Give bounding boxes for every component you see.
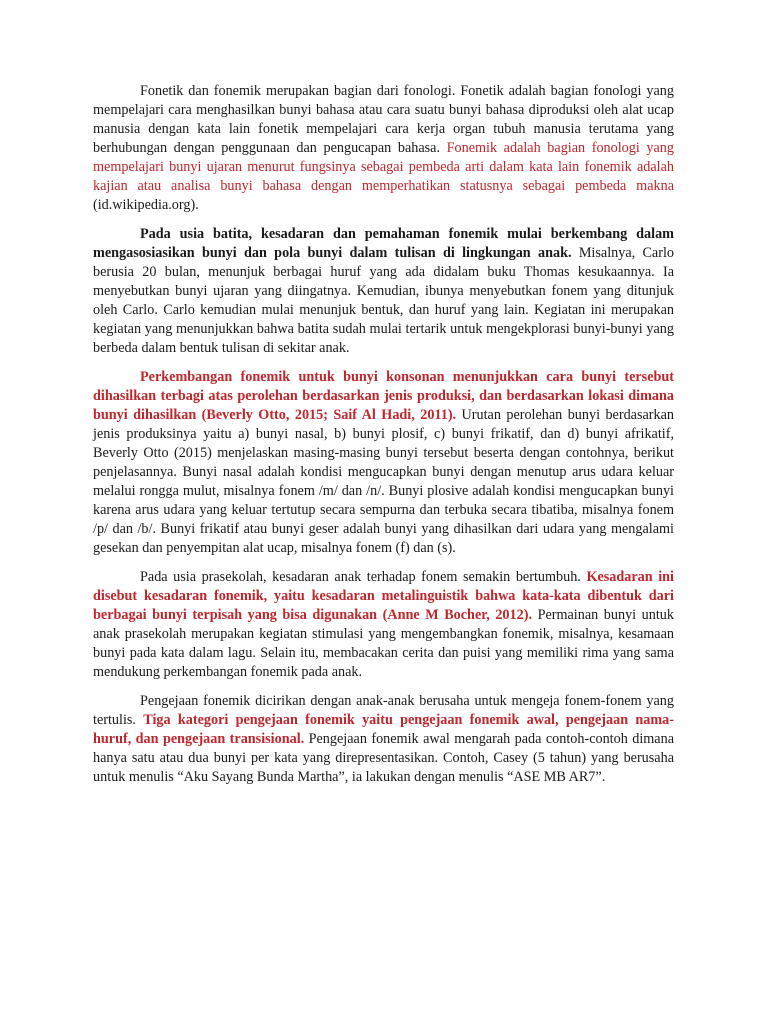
highlight-red-text: Fonemik adalah bagian fonologi yang mempelajari bunyi ujaran menurut fungsinya sebagai pembeda arti dalam kata lain fonemik adalah kajian atau analisa bunyi bahasa dengan memperhatikan statusnya sebagai pembeda makna [93,140,674,194]
text-span: Pengejaan fonemik dicirikan dengan anak-anak berusaha untuk mengeja fonem-fonem yang tertulis. [93,693,674,728]
text-span: Pada usia prasekolah, kesadaran anak terhadap fonem semakin bertumbuh. [140,569,587,585]
highlight-red-bold-text: Kesadaran ini disebut kesadaran fonemik, yaitu kesadaran metalinguistik bahwa kata-kata dibentuk dari berbagai bunyi terpisah yang bisa digunakan (Anne M Bocher, 2012). [93,569,674,623]
highlight-red-bold-text: Perkembangan fonemik untuk bunyi konsonan menunjukkan cara bunyi tersebut dihasilkan terbagi atas perolehan berdasarkan jenis produksi, dan berdasarkan lokasi dimana bunyi dihasilkan (Beverly Otto, 2015; Saif Al Hadi, 2011). [93,369,674,423]
paragraph-pengejaan-fonemik [93,692,674,787]
paragraph-perkembangan-fonemik [93,368,674,558]
paragraph-fonetik-fonemik [93,82,674,215]
highlight-red-bold-text: Tiga kategori pengejaan fonemik yaitu pengejaan fonemik awal, pengejaan nama-huruf, dan pengejaan transisional. [93,712,675,747]
text-span: Misalnya, Carlo berusia 20 bulan, menunjuk berbagai huruf yang ada didalam buku Thomas kesukaannya. Ia menyebutkan bunyi ujaran yang diingatnya. Kemudian, ibunya menyebutkan fonem yang ditunjuk oleh Carlo. Carlo kemudian mulai menunjuk bentuk, dan huruf yang lain. Kegiatan ini merupakan kegiatan yang menunjukkan bahwa batita sudah mulai tertarik untuk mengekplorasi bunyi-bunyi yang berbeda dalam bentuk tulisan di sekitar anak. [93,245,674,356]
paragraph-usia-batita [93,225,674,358]
document-page [93,82,674,797]
text-span: (id.wikipedia.org). [93,197,199,213]
bold-text: Pada usia batita, kesadaran dan pemahaman fonemik mulai berkembang dalam mengasosiasikan bunyi dan pola bunyi dalam tulisan di lingkungan anak. [93,226,674,261]
paragraph-usia-prasekolah [93,568,674,682]
text-span: Permainan bunyi untuk anak prasekolah merupakan kegiatan stimulasi yang mengembangkan fonemik, misalnya, kesamaan bunyi pada kata dalam lagu. Selain itu, membacakan cerita dan puisi yang memiliki rima yang sama mendukung perkembangan fonemik pada anak. [93,607,674,680]
text-span: Urutan perolehan bunyi berdasarkan jenis produksinya yaitu a) bunyi nasal, b) bunyi plosif, c) bunyi frikatif, dan d) bunyi afrikatif, Beverly Otto (2015) menjelaskan masing-masing bunyi tersebut beserta dengan contohnya, berikut penjelasannya. Bunyi nasal adalah kondisi mengucapkan bunyi dengan menutup arus udara keluar melalui rongga mulut, misalnya fonem /m/ dan /n/. Bunyi plosive adalah kondisi mengucapkan bunyi karena arus udara yang keluar tertutup secara sempurna dan terbuka secara tibatiba, misalnya fonem /p/ dan /b/. Bunyi frikatif atau bunyi geser adalah bunyi yang dihasilkan dari udara yang mengalami gesekan dan penyempitan alat ucap, misalnya fonem (f) dan (s). [93,407,674,556]
text-span: Fonetik dan fonemik merupakan bagian dari fonologi. Fonetik adalah bagian fonologi yang mempelajari cara menghasilkan bunyi bahasa atau cara suatu bunyi bahasa diproduksi oleh alat ucap manusia dengan kata lain fonetik mempelajari cara kerja organ tubuh manusia terutama yang berhubungan dengan penggunaan dan pengucapan bahasa. [93,83,674,156]
text-span: Pengejaan fonemik awal mengarah pada contoh-contoh dimana hanya satu atau dua bunyi per kata yang direpresentasikan. Contoh, Casey (5 tahun) yang berusaha untuk menulis “Aku Sayang Bunda Martha”, ia lakukan dengan menulis “ASE MB AR7”. [93,731,674,785]
